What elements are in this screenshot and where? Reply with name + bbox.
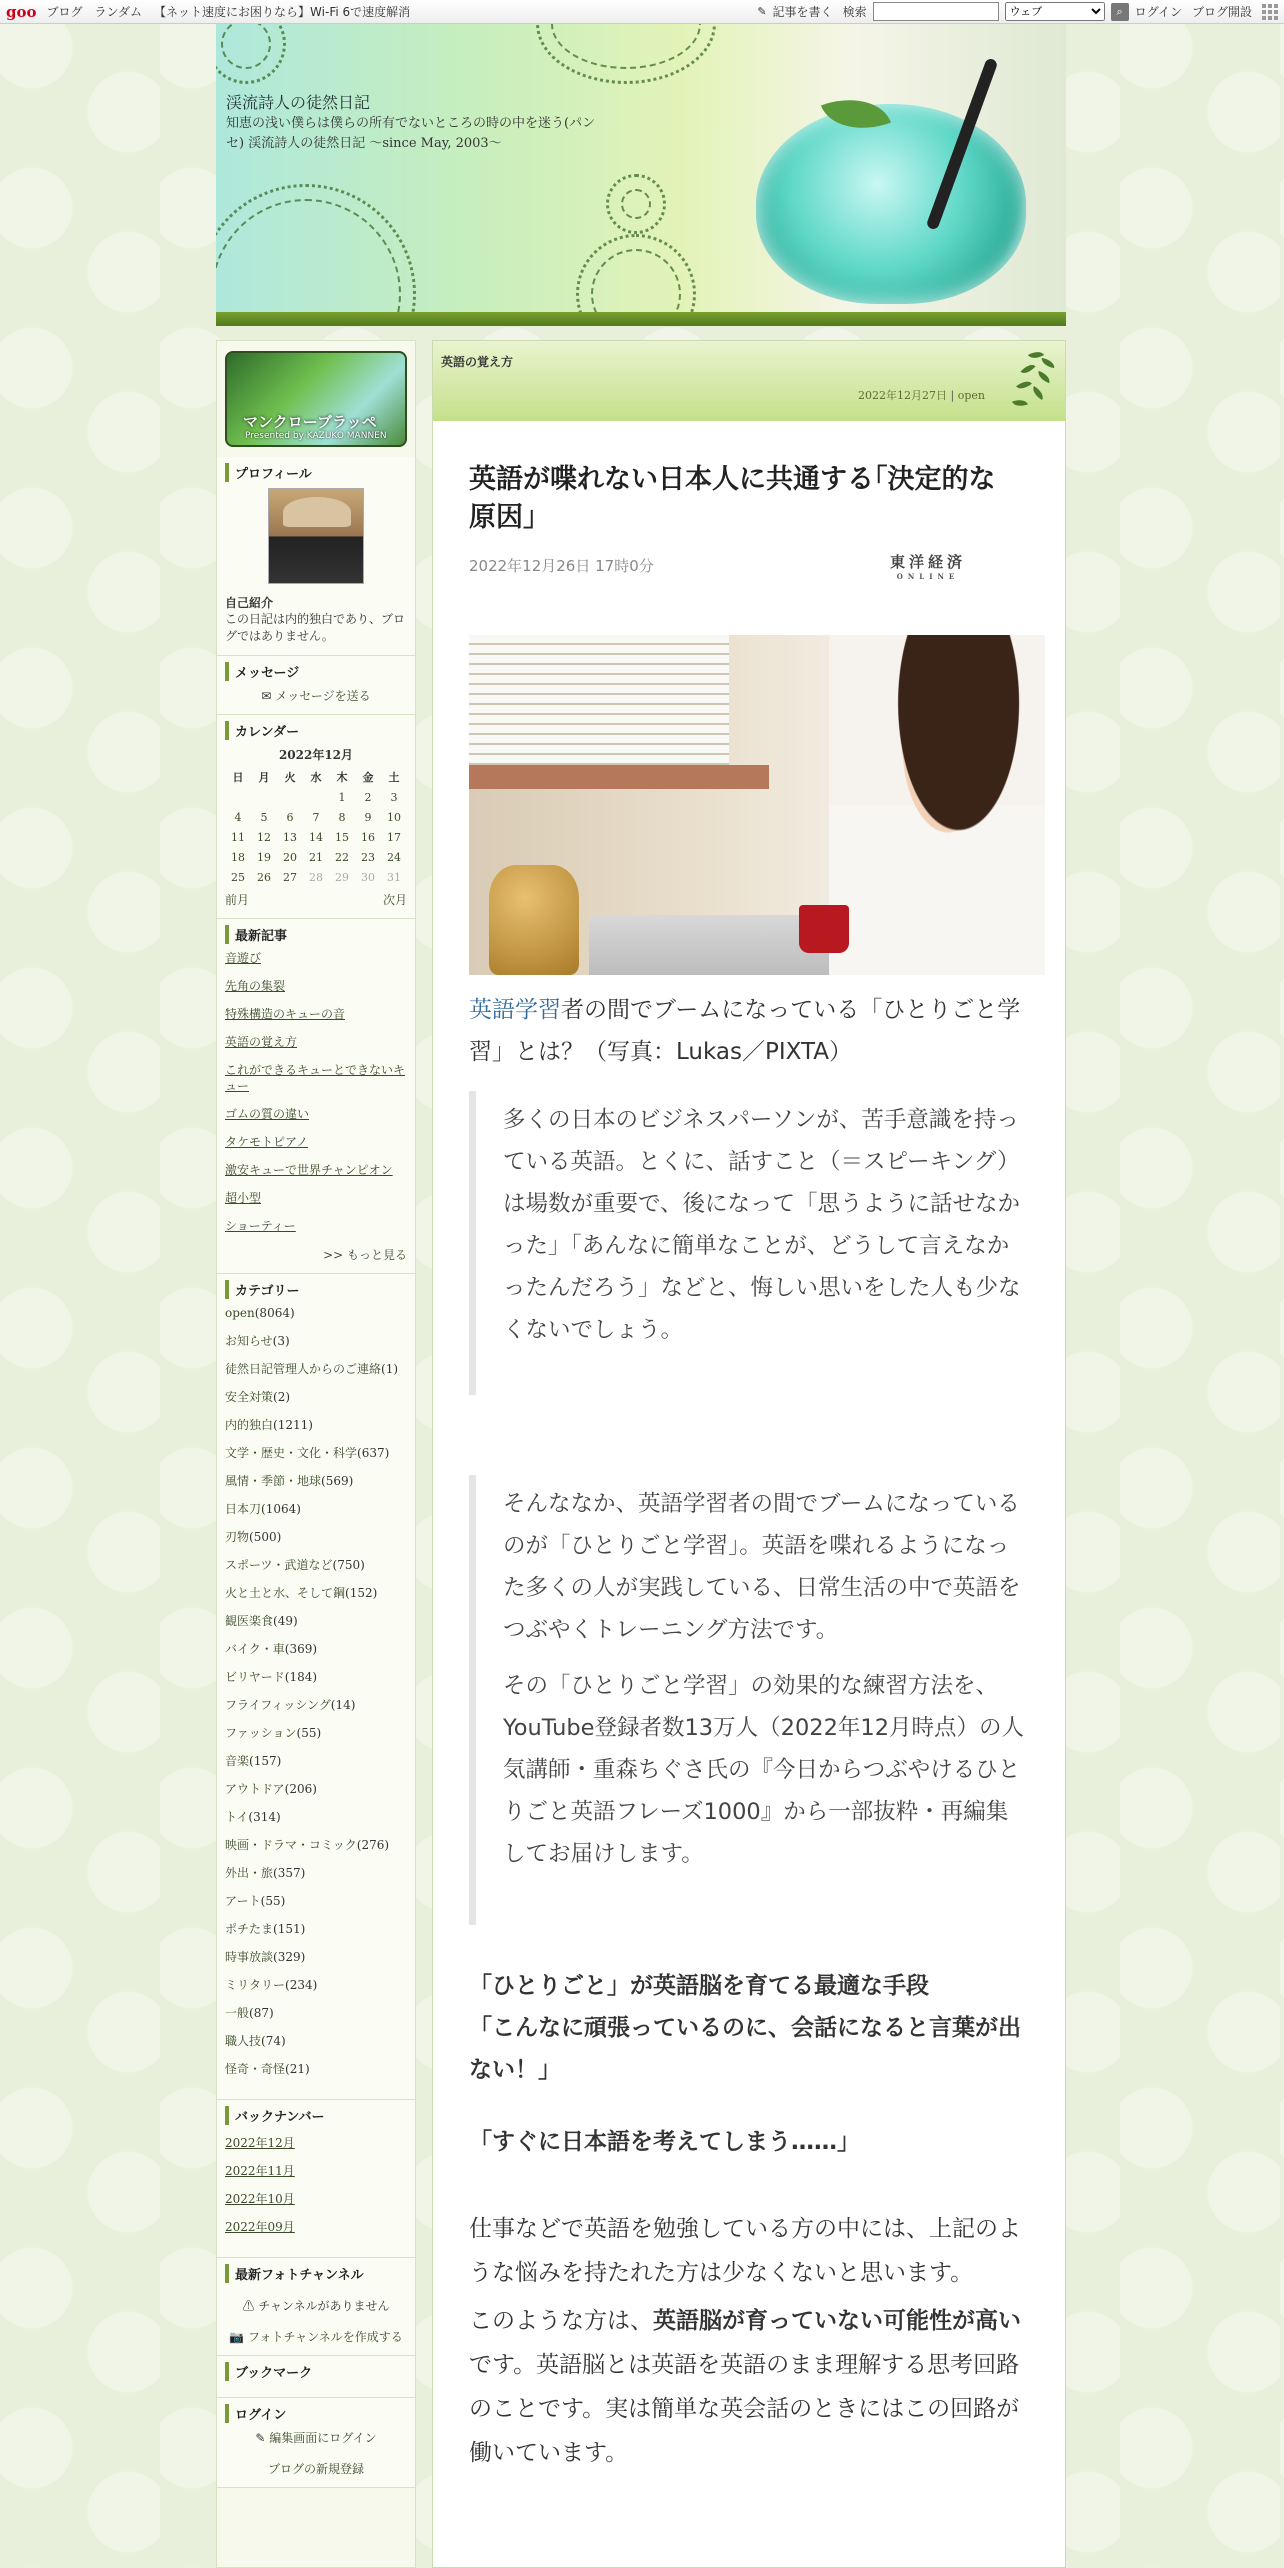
post-meta: 2022年12月27日 | open [858,389,985,402]
category-item [225,1753,407,1769]
top-toolbar [0,0,1284,24]
category-count: (21) [285,2062,310,2076]
recent-article-link[interactable]: 音遊び [225,951,262,965]
lead-quote [469,1091,1029,1395]
recent-heading: 最新記事 [225,925,407,944]
category-item [225,1725,407,1741]
category-link[interactable]: ミリタリー [225,1978,286,1992]
category-count: (357) [273,1866,306,1880]
recent-article-link[interactable]: ゴムの質の違い [225,1107,310,1121]
login-link[interactable]: ログイン [1134,5,1182,19]
profile-heading: プロフィール [225,463,407,482]
category-count: (750) [332,1558,365,1572]
calendar-heading: カレンダー [225,721,407,740]
backnumber-link[interactable]: 2022年12月 [225,2136,295,2150]
bookmark-heading: ブックマーク [225,2362,407,2381]
calendar-day[interactable]: 12 [257,830,271,844]
lace-decoration [216,184,416,326]
backnumber-link[interactable]: 2022年10月 [225,2192,295,2206]
calendar-day[interactable]: 25 [231,870,245,884]
subheading: 「こんなに頑張っているのに、会話になると言葉が出ない！」 [469,2015,1021,2083]
category-count: (49) [273,1614,298,1628]
goo-logo[interactable]: goo [6,2,37,21]
article-photo[interactable] [469,635,1045,975]
calendar-day[interactable]: 7 [312,810,320,824]
calendar-day [225,787,251,807]
category-item [225,1865,407,1881]
category-count: (276) [356,1838,390,1852]
subheadings [469,1965,1029,2163]
backnumber-heading: バックナンバー [225,2106,407,2125]
category-item [225,1809,407,1825]
pencil-icon: ✎ [255,2431,266,2445]
calendar-day[interactable]: 17 [387,830,401,844]
category-count: (3) [272,1334,290,1348]
category-item [225,1417,407,1433]
calendar-day[interactable]: 26 [257,870,271,884]
category-item [225,1613,407,1629]
recent-article-link[interactable]: ショーティー [225,1219,296,1233]
random-link[interactable]: ランダム [94,5,143,19]
warning-icon: ⚠ [242,2299,255,2313]
calendar-day: 31 [387,870,401,884]
weekday-label: 月 [258,771,270,784]
category-item [225,1389,407,1405]
calendar-day[interactable]: 2 [364,790,372,804]
calendar-day[interactable]: 8 [338,810,346,824]
calendar-section [217,715,415,919]
login-heading: ログイン [225,2404,407,2423]
category-item [225,1781,407,1797]
category-link[interactable]: 観医楽食 [225,1614,274,1628]
no-channel-text: チャンネルがありません [258,2299,390,2313]
para-text: です。英語脳とは英語を英語のまま理解する思考回路のことです。実は簡単な英会話のときにはこの回路が働いています。 [469,2352,1020,2466]
calendar-day[interactable]: 24 [387,850,401,864]
weekday-label: 土 [388,771,400,784]
recent-article-link[interactable]: 激安キューで世界チャンピオン [225,1163,393,1177]
calendar-day[interactable]: 4 [234,810,242,824]
blog-header [216,24,1066,326]
recent-article-link[interactable]: これができるキューとできないキュー [225,1063,406,1093]
category-item [225,2033,407,2049]
calendar-day[interactable]: 6 [286,810,294,824]
calendar-day[interactable]: 22 [335,850,349,864]
calendar-day[interactable]: 19 [257,850,271,864]
category-count: (157) [249,1754,282,1768]
category-count: (184) [284,1670,318,1684]
photo-caption [469,989,1029,1073]
write-article-link[interactable]: 記事を書く [772,5,833,19]
category-link[interactable]: 日本刀 [225,1502,262,1516]
category-item [225,1949,407,1965]
recent-article-link[interactable]: 先角の集裂 [225,979,286,993]
categories-section [217,1274,415,2100]
category-link[interactable]: トイ [225,1810,249,1824]
category-count: (87) [249,2006,274,2020]
blog-link[interactable]: ブログ [46,5,83,19]
lead-quote-text: 多くの日本のビジネスパーソンが、苦手意識を持っている英語。とくに、話すこと（＝スピーキング）は場数が重要で、後になって「思うように話せなかった」「あんなに簡単なことが、どうして言えなかったんだろう」などと、悔しい思いをした人も少なくないでしょう。 [503,1107,1021,1343]
source-logo-text: 東洋経済 [889,553,966,571]
article-title: 英語が喋れない日本人に共通する｢決定的な原因｣ [469,464,996,533]
avatar[interactable] [268,488,364,584]
category-count: (314) [248,1810,281,1824]
category-link[interactable]: 刃物 [225,1530,250,1544]
calendar-day[interactable]: 15 [335,830,349,844]
body-paragraph [469,2299,1029,2475]
category-link[interactable]: 音楽 [225,1754,250,1768]
banner-subtitle: Presented by KAZUKO MANNEN [245,431,387,441]
calendar-day[interactable]: 13 [283,830,297,844]
send-message-link[interactable]: メッセージを送る [275,689,371,703]
category-item [225,1893,407,1909]
sidebar [216,340,416,2568]
lace-decoration [536,24,716,84]
backnumber-section [217,2100,415,2258]
search-input[interactable] [873,2,999,21]
category-link[interactable]: open [225,1306,255,1320]
blog-description: 知恵の浅い僕らは僕らの所有でないところの時の中を迷う(パンセ) 渓流詩人の徒然日記 ～since May, 2003～ [226,116,596,151]
category-item [225,1501,407,1517]
weekday-label: 日 [232,771,244,784]
category-count: (569) [321,1474,354,1488]
category-count: (369) [284,1642,318,1656]
category-link[interactable]: ファッション [225,1726,297,1740]
camera-icon: 📷 [229,2330,245,2344]
login-section [217,2398,415,2488]
category-item [225,1305,407,1321]
category-link[interactable]: 安全対策 [225,1390,274,1404]
category-count: (329) [273,1950,306,1964]
category-count: (1211) [273,1418,313,1432]
calendar-day[interactable]: 11 [231,830,245,844]
calendar-day [251,787,277,807]
weekday-label: 水 [310,771,322,784]
category-link[interactable]: 徒然日記管理人からのご連絡 [225,1362,382,1376]
lace-decoration [606,174,666,234]
lace-decoration [216,24,286,84]
category-link[interactable]: スポーツ・武道など [225,1558,333,1572]
article-published: 2022年12月26日 17時0分 [469,557,654,575]
category-link[interactable]: 外出・旅 [225,1866,274,1880]
intro-quote-text-2: その「ひとりごと学習」の効果的な練習方法を、YouTube登録者数13万人（2022年12月時点）の人気講師・重森ちぐさ氏の『今日からつぶやけるひとりごと英語フレーズ1000』から一部抜粋・再編集してお届けします。 [503,1673,1025,1867]
category-item [225,1333,407,1349]
category-item [225,1585,407,1601]
calendar-day: 30 [361,870,375,884]
fern-icon [999,345,1059,415]
photo-channel-section [217,2258,415,2356]
banner-title: マンクローブラッペ [243,413,377,431]
weekday-label: 金 [362,771,374,784]
calendar-day[interactable]: 27 [283,870,297,884]
menu-grid-icon[interactable] [1262,4,1278,20]
category-item [225,1669,407,1685]
calendar-day[interactable]: 18 [231,850,245,864]
envelope-icon: ✉ [261,689,272,703]
message-section [217,656,415,715]
category-count: (1064) [261,1502,301,1516]
category-count: (152) [345,1586,378,1600]
category-count: (55) [296,1726,322,1740]
category-link[interactable]: フライフィッシング [225,1698,331,1712]
recent-articles-section [217,919,415,1274]
post-category-title: 英語の覚え方 [441,355,514,369]
source-logo-sub: ONLINE [896,572,960,581]
toolbar-right [757,2,1278,21]
category-count: (1) [381,1362,399,1376]
category-link[interactable]: バイク・車 [225,1642,285,1656]
weekday-label: 火 [284,771,296,784]
calendar-day: 28 [309,870,323,884]
open-blog-link[interactable]: ブログ開設 [1191,5,1252,19]
message-heading: メッセージ [225,662,407,681]
subheading: 「ひとりごと」が英語脳を育てる最適な手段 [469,1973,929,1999]
recent-article-link[interactable]: タケモトピアノ [225,1135,309,1149]
category-count: (55) [260,1894,286,1908]
category-count: (500) [249,1530,282,1544]
calendar-day[interactable]: 23 [361,850,375,864]
calendar-day[interactable]: 14 [309,830,323,844]
para-bold-text: 英語脳が育っていない可能性が高い [653,2308,1021,2334]
pencil-icon: ✎ [757,5,767,18]
article [433,461,1065,2475]
calendar-day[interactable]: 21 [309,850,323,864]
category-link[interactable]: アウトドア [225,1782,285,1796]
category-link[interactable]: アート [225,1894,261,1908]
post-header [433,341,1065,421]
intro-quote [469,1475,1029,1925]
intro-title: 自己紹介 [225,596,274,610]
para-text: このような方は、 [469,2308,653,2334]
category-item [225,1641,407,1657]
header-bar [216,312,1066,326]
english-learning-link[interactable]: 英語学習 [469,997,561,1023]
category-link[interactable]: 怪奇・奇怪 [225,2062,286,2076]
category-item [225,1977,407,1993]
category-count: (14) [330,1698,356,1712]
bookmark-section [217,2356,415,2398]
subheading: 「すぐに日本語を考えてしまう……」 [469,2129,860,2155]
category-link[interactable]: ビリヤード [225,1670,285,1684]
post-category-link[interactable]: open [957,389,985,402]
shaved-ice-glass-image [756,64,1026,304]
category-link[interactable]: お知らせ [225,1334,273,1348]
category-item [225,1473,407,1489]
calendar-day [303,787,329,807]
backnumber-link[interactable]: 2022年11月 [225,2164,295,2178]
more-articles-link[interactable]: >> もっと見る [323,1248,407,1262]
main-content [432,340,1066,2568]
article-date-row [469,555,1029,595]
intro-quote-text-1: そんななか、英語学習者の間でブームになっているのが「ひとりごと学習」。英語を喋れるようになった多くの人が実践している、日常生活の中で英語をつぶやくトレーニング方法です。 [503,1491,1021,1643]
category-count: (8064) [254,1306,295,1320]
category-count: (206) [284,1782,317,1796]
post-date-link[interactable]: 2022年12月27日 [858,389,948,402]
calendar-day[interactable]: 10 [387,810,401,824]
calendar-day[interactable]: 3 [390,790,398,804]
category-link[interactable]: 風情・季節・地球 [225,1474,322,1488]
category-count: (234) [285,1978,318,1992]
category-count: (74) [261,2034,286,2048]
category-item [225,2061,407,2077]
category-item [225,1921,407,1937]
search-scope-select[interactable] [1005,2,1105,21]
register-blog-link[interactable]: ブログの新規登録 [267,2462,364,2476]
category-link[interactable]: ポチたま [225,1922,274,1936]
search-icon[interactable]: ⌕ [1111,3,1129,21]
category-count: (151) [273,1922,306,1936]
blog-title[interactable]: 渓流詩人の徒然日記 [226,93,371,112]
calendar-day[interactable]: 5 [260,810,268,824]
recent-article-link[interactable]: 特殊構造のキューの音 [225,1007,346,1021]
categories-heading: カテゴリー [225,1280,407,1299]
profile-section [217,457,415,656]
body-paragraph: 仕事などで英語を勉強している方の中には、上記のような悩みを持たれた方は少なくないと思います。 [469,2216,1021,2286]
calendar-month: 2022年12月 [278,748,354,762]
category-item [225,1361,407,1377]
category-link[interactable]: 時事放談 [225,1950,274,1964]
intro-text: この日記は内的独白であり、ブログではありません。 [225,612,406,643]
calendar-day: 29 [335,870,349,884]
calendar-table [225,767,407,887]
category-link[interactable]: 職人技 [225,2034,262,2048]
weekday-label: 木 [336,771,348,784]
calendar-day[interactable]: 20 [283,850,297,864]
photo-channel-heading: 最新フォトチャンネル [225,2264,407,2283]
category-link[interactable]: 内的独白 [225,1418,274,1432]
category-count: (2) [273,1390,291,1404]
search-label: 検索 [842,5,867,19]
caption-text: 者の間でブームになっている「ひとりごと学習」とは？（写真：Lukas／PIXTA） [469,997,1021,1065]
calendar-day[interactable]: 1 [338,790,346,804]
category-link[interactable]: 一般 [225,2006,250,2020]
recent-article-link[interactable]: 超小型 [225,1191,262,1205]
calendar-day[interactable]: 9 [364,810,372,824]
calendar-next-link[interactable]: 次月 [382,893,407,907]
ad-link[interactable]: 【ネット速度にお困りなら】Wi-Fi 6で速度解消 [154,5,411,19]
category-count: (637) [357,1446,390,1460]
editor-login-link[interactable]: 編集画面にログイン [269,2431,377,2445]
category-item [225,2005,407,2021]
category-item [225,1557,407,1573]
toyo-keizai-logo[interactable] [873,551,983,587]
calendar-day [277,787,303,807]
category-link[interactable]: 火と土と水、そして鋼 [225,1586,346,1600]
category-item [225,1837,407,1853]
category-item [225,1529,407,1545]
create-channel-link[interactable]: フォトチャンネルを作成する [248,2330,403,2344]
sidebar-banner[interactable] [225,351,407,447]
category-link[interactable]: 映画・ドラマ・コミック [225,1838,357,1852]
category-item [225,1697,407,1713]
category-link[interactable]: 文学・歴史・文化・科学 [225,1446,358,1460]
backnumber-link[interactable]: 2022年09月 [225,2220,295,2234]
calendar-day[interactable]: 16 [361,830,375,844]
category-item [225,1445,407,1461]
recent-article-link[interactable]: 英語の覚え方 [225,1035,298,1049]
calendar-prev-link[interactable]: 前月 [225,893,250,907]
